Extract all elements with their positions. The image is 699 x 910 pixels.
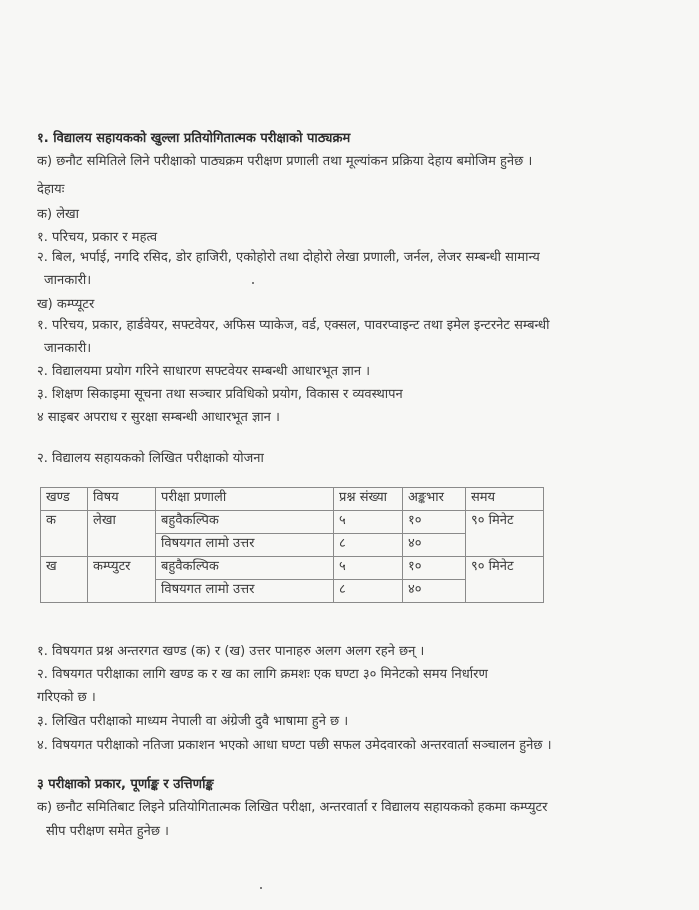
cell-ankabhar: ४० bbox=[403, 534, 466, 557]
kha-item-2: २. विद्यालयमा प्रयोग गरिने साधारण सफ्टवेयर सम्बन्धी आधारभूत ज्ञान । bbox=[37, 364, 371, 379]
header-pranali: परीक्षा प्रणाली bbox=[156, 488, 334, 511]
note-1: १. विषयगत प्रश्न अन्तरगत खण्ड (क) र (ख) उत्तर पानाहरु अलग अलग रहने छन् । bbox=[37, 644, 425, 659]
kha-item-3: ३. शिक्षण सिकाइमा सूचना तथा सञ्चार प्रविधिको प्रयोग, विकास र व्यवस्थापन bbox=[37, 387, 403, 402]
cell-ankabhar: ४० bbox=[403, 580, 466, 603]
note-2-cont: गरिएको छ । bbox=[37, 690, 96, 705]
scan-speck bbox=[260, 887, 262, 889]
ka-lekha-heading: क) लेखा bbox=[37, 207, 80, 222]
cell-bishay: कम्प्युटर bbox=[88, 557, 156, 603]
cell-pranali: विषयगत लामो उत्तर bbox=[156, 534, 334, 557]
section-3-line-1: क) छनौट समितिबाट लिइने प्रतियोगितात्मक लिखित परीक्षा, अन्तरवार्ता र विद्यालय सहायकको हकमा कम्प्युटर bbox=[37, 800, 548, 815]
exam-plan-table bbox=[40, 487, 544, 603]
cell-prashna: ५ bbox=[334, 557, 403, 580]
cell-pranali: विषयगत लामो उत्तर bbox=[156, 580, 334, 603]
section-1-intro: क) छनौट समितिले लिने परीक्षाको पाठ्यक्रम परीक्षण प्रणाली तथा मूल्यांकन प्रक्रिया देहाय बमोजिम हुनेछ । bbox=[37, 154, 533, 169]
section-3-title: ३ परीक्षाको प्रकार, पूर्णाङ्क र उत्तिर्णाङ्क bbox=[37, 777, 214, 792]
section-1-title: १. विद्यालय सहायकको खुल्ला प्रतियोगितात्मक परीक्षाको पाठ्यक्रम bbox=[37, 131, 351, 146]
cell-ankabhar: १० bbox=[403, 557, 466, 580]
cell-pranali: बहुवैकल्पिक bbox=[156, 557, 334, 580]
scan-speck bbox=[252, 282, 254, 284]
header-ankabhar: अङ्कभार bbox=[403, 488, 466, 511]
table-row bbox=[41, 511, 544, 534]
section-2-title: २. विद्यालय सहायकको लिखित परीक्षाको योजना bbox=[37, 451, 264, 466]
header-samay: समय bbox=[466, 488, 544, 511]
note-3: ३. लिखित परीक्षाको माध्यम नेपाली वा अंग्रेजी दुवै भाषामा हुने छ । bbox=[37, 714, 349, 729]
ka-item-1: १. परिचय, प्रकार र महत्व bbox=[37, 230, 158, 245]
cell-prashna: ५ bbox=[334, 511, 403, 534]
cell-bishay: लेखा bbox=[88, 511, 156, 557]
cell-khanda: क bbox=[41, 511, 88, 557]
kha-item-4: ४ साइबर अपराध र सुरक्षा सम्बन्धी आधारभूत ज्ञान । bbox=[37, 410, 280, 425]
header-bishay: विषय bbox=[88, 488, 156, 511]
table-row bbox=[41, 557, 544, 580]
cell-pranali: बहुवैकल्पिक bbox=[156, 511, 334, 534]
cell-samay: ९० मिनेट bbox=[466, 511, 544, 557]
kha-item-1-cont: जानकारी। bbox=[44, 341, 92, 356]
header-khanda: खण्ड bbox=[41, 488, 88, 511]
cell-samay: ९० मिनेट bbox=[466, 557, 544, 603]
ka-item-2: २. बिल, भर्पाई, नगदि रसिद, डोर हाजिरी, एकोहोरो तथा दोहोरो लेखा प्रणाली, जर्नल, लेजर सम्बन्धी सामान्य bbox=[37, 250, 540, 265]
table-header-row bbox=[41, 488, 544, 511]
kha-item-1: १. परिचय, प्रकार, हार्डवेयर, सफ्टवेयर, अफिस प्याकेज, वर्ड, एक्सल, पावरप्वाइन्ट तथा इमेल इन्टरनेट सम्बन्धी bbox=[37, 318, 550, 333]
ka-item-2-cont: जानकारी। bbox=[44, 273, 92, 288]
note-2: २. विषयगत परीक्षाका लागि खण्ड क र ख का लागि क्रमशः एक घण्टा ३० मिनेटको समय निर्धारण bbox=[37, 667, 488, 682]
cell-ankabhar: १० bbox=[403, 511, 466, 534]
dehay-label: देहायः bbox=[37, 182, 65, 197]
cell-prashna: ८ bbox=[334, 534, 403, 557]
header-prashna: प्रश्न संख्या bbox=[334, 488, 403, 511]
kha-computer-heading: ख) कम्प्यूटर bbox=[37, 297, 95, 312]
section-3-line-2: सीप परीक्षण समेत हुनेछ । bbox=[46, 824, 169, 839]
note-4: ४. विषयगत परीक्षाको नतिजा प्रकाशन भएको आधा घण्टा पछी सफल उमेदवारको अन्तरवार्ता सञ्चालन हुनेछ । bbox=[37, 738, 552, 753]
cell-prashna: ८ bbox=[334, 580, 403, 603]
cell-khanda: ख bbox=[41, 557, 88, 603]
